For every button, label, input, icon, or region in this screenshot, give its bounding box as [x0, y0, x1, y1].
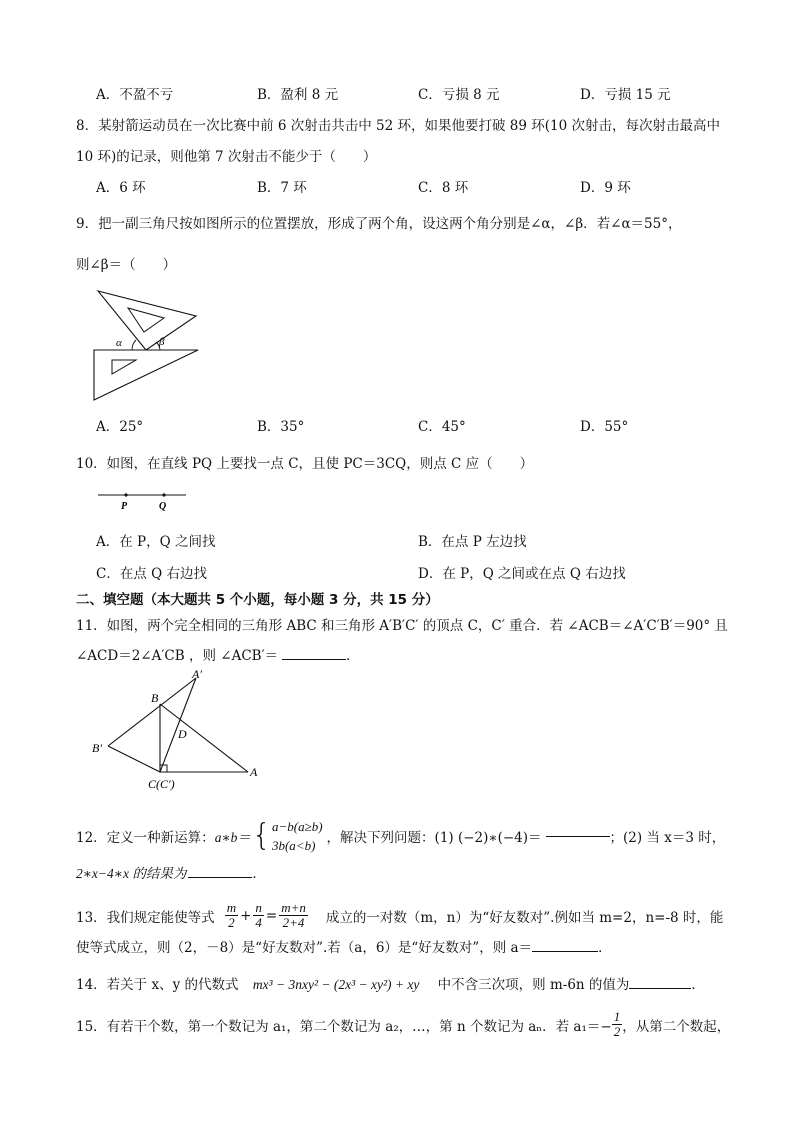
- frac-numerator: m: [226, 900, 237, 915]
- q13-prefix: 13．我们规定能使等式: [76, 909, 215, 926]
- frac-numerator: m+n: [281, 900, 306, 915]
- segment-cb-prime: [108, 746, 160, 772]
- q11-stem-line1: 11．如图，两个完全相同的三角形 ABC 和三角形 A′B′C′ 的顶点 C，C′ 重合．若 ∠ACB＝∠A′C′B′＝90° 且: [76, 618, 728, 634]
- q15-stem: [76, 1010, 730, 1039]
- label-d: D: [178, 727, 187, 741]
- q12-def-lhs: a∗b＝: [214, 830, 251, 845]
- q7-option-b: B．盈利 8 元: [257, 87, 339, 103]
- q13-frac-m2: [225, 901, 238, 930]
- q11-answer-blank: [282, 659, 346, 660]
- lower-triangle-ruler: [94, 350, 198, 400]
- q13-stem-line1: [76, 901, 723, 930]
- q11-stem-end: ．: [346, 648, 360, 664]
- q9-stem-line2: 则∠β＝（ ）: [76, 257, 177, 273]
- q13-frac-sum: [279, 901, 308, 930]
- label-b: B: [151, 691, 159, 705]
- frac-denominator: 2: [613, 1024, 621, 1039]
- q14-expression: mx³ − 3nxy² − (2x³ − xy²) + xy: [252, 977, 420, 992]
- q13-frac-n4: [253, 901, 264, 930]
- label-a-prime: A′: [192, 668, 202, 681]
- frac-denominator: 4: [255, 915, 262, 930]
- q7-option-d: D．亏损 15 元: [580, 87, 671, 103]
- label-a: A: [250, 765, 258, 779]
- q11-triangles-figure: [88, 668, 268, 792]
- q10-option-d: D．在 P，Q 之间或在点 Q 右边找: [418, 566, 626, 582]
- q13-end: ．: [598, 940, 612, 956]
- q7-option-a: A．不盈不亏: [96, 87, 174, 103]
- q10-stem: 10．如图，在直线 PQ 上要找一点 C，且使 PC＝3CQ，则点 C 应（ ）: [76, 456, 534, 472]
- q14-stem: [76, 973, 705, 993]
- q12-case2: 3b(a<b): [271, 838, 316, 853]
- beta-label: β: [159, 336, 165, 348]
- q13-line2-text: 使等式成立，则（2，－8）是“好友数对”.若（a，6）是“好友数对”，则 a＝: [76, 940, 533, 956]
- q11-stem-line2: [76, 644, 360, 664]
- q10-option-a: A．在 P，Q 之间找: [96, 534, 216, 550]
- frac-numerator: n: [255, 900, 262, 915]
- label-p: P: [121, 501, 128, 512]
- lower-ruler-hole: [112, 360, 136, 374]
- label-b-prime: B′: [92, 741, 102, 755]
- q12-expr: 2∗x−4∗x 的结果为: [76, 866, 187, 881]
- point-q: [162, 493, 165, 496]
- q13-plus: +: [240, 907, 252, 924]
- q12-prefix: 12．定义一种新运算：: [76, 830, 215, 846]
- q15-frac-half: [612, 1010, 623, 1039]
- q12-case1: a−b(a≥b): [271, 819, 323, 834]
- label-c-c-prime: C(C′): [148, 777, 175, 791]
- q14-suffix: 中不含三次项，则 m-6n 的值为: [437, 977, 630, 993]
- q9-option-a: A．25°: [96, 419, 144, 435]
- q14-answer-blank: [629, 988, 691, 989]
- q12-stem-line2: [76, 862, 266, 882]
- q9-stem-line1: 9．把一副三角尺按如图所示的位置摆放，形成了两个角，设这两个角分别是∠α，∠β．若∠α＝55°，: [76, 216, 682, 232]
- q12-answer-blank-2: [188, 877, 252, 878]
- q9-option-c: C．45°: [418, 419, 466, 435]
- q13-answer-blank: [532, 951, 598, 952]
- q12-mid: ，解决下列问题：(1) (−2)∗(−4)＝: [326, 830, 542, 846]
- q12-stem-line1: [76, 817, 725, 855]
- q14-prefix: 14．若关于 x、y 的代数式: [76, 977, 239, 993]
- section-heading-fill-in: 二、填空题（本大题共 5 个小题，每小题 3 分，共 15 分）: [76, 592, 439, 608]
- q8-option-c: C．8 环: [418, 180, 469, 196]
- q12-part2: ；(2) 当 x＝3 时，: [609, 830, 726, 846]
- q10-line-pq-figure: [96, 484, 196, 512]
- frac-denominator: 2: [228, 915, 235, 930]
- q9-triangle-rulers-figure: [86, 288, 206, 403]
- q10-option-c: C．在点 Q 右边找: [96, 566, 207, 582]
- q12-answer-blank-1: [546, 836, 610, 837]
- q13-stem-line2: [76, 936, 612, 956]
- q14-end: ．: [691, 977, 705, 993]
- q15-tail: ，从第二个数起，: [622, 1018, 731, 1035]
- q15-text: 15．有若干个数，第一个数记为 a₁，第二个数记为 a₂，…，第 n 个数记为 aₙ．若 a₁＝−: [76, 1018, 612, 1035]
- upper-ruler-hole: [128, 308, 164, 332]
- q9-option-d: D．55°: [580, 419, 629, 435]
- brace-icon: {: [251, 818, 271, 853]
- q12-cases: [272, 817, 323, 855]
- q10-option-b: B．在点 P 左边找: [418, 534, 527, 550]
- q7-option-c: C．亏损 8 元: [418, 87, 500, 103]
- q13-suffix: 成立的一对数（m，n）为“好友数对”.例如当 m=2，n=-8 时，能: [325, 909, 724, 926]
- q8-option-d: D．9 环: [580, 180, 631, 196]
- alpha-arc: [132, 340, 136, 350]
- q8-stem-line2: 10 环)的记录，则他第 7 次射击不能少于（ ）: [76, 149, 377, 165]
- point-p: [124, 493, 127, 496]
- q12-end: ．: [252, 866, 266, 882]
- frac-denominator: 2+4: [282, 915, 305, 930]
- frac-numerator: 1: [613, 1009, 621, 1024]
- q8-option-b: B．7 环: [257, 180, 307, 196]
- q13-equals: =: [265, 907, 278, 924]
- upper-triangle-ruler: [98, 291, 196, 350]
- alpha-label: α: [116, 337, 122, 349]
- q9-option-b: B．35°: [257, 419, 305, 435]
- q11-stem-text: ∠ACD＝2∠A′CB ，则 ∠ACB′＝: [76, 648, 279, 664]
- q8-option-a: A．6 环: [96, 180, 146, 196]
- label-q: Q: [159, 501, 167, 512]
- q8-stem-line1: 8．某射箭运动员在一次比赛中前 6 次射击共击中 52 环，如果他要打破 89 环(10 次射击，每次射击最高中: [76, 118, 721, 134]
